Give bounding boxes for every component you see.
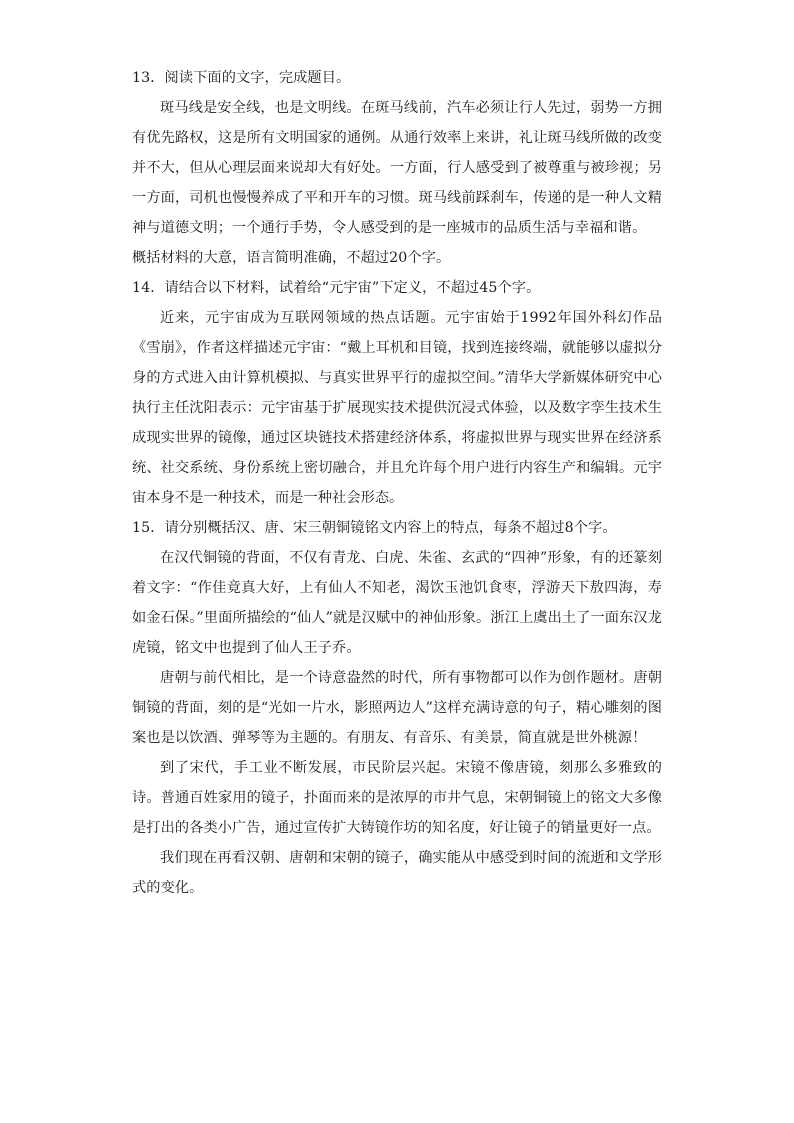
- question-15-title: 15．请分别概括汉、唐、宋三朝铜镜铭文内容上的特点，每条不超过8个字。: [132, 520, 617, 536]
- question-15-passage-tang: 唐朝与前代相比，是一个诗意盎然的时代，所有事物都可以作为创作题材。唐朝铜镜的背面，刻的是“光如一片水，影照两边人”这样充满诗意的句子，精心雕刻的图案也是以饮酒、弹琴等为主题的。有朋友、有音乐、有美景，简直就是世外桃源！: [132, 670, 662, 746]
- question-13-passage: 斑马线是安全线，也是文明线。在斑马线前，汽车必须让行人先过，弱势一方拥有优先路权，这是所有文明国家的通例。从通行效率上来讲，礼让斑马线所做的改变并不大，但从心理层面来说却大有好处。一方面，行人感受到了被尊重与被珍视；另一方面，司机也慢慢养成了平和开车的习惯。斑马线前踩刹车，传递的是一种人文精神与道德文明；一个通行手势，令人感受到的是一座城市的品质生活与幸福和谐。: [132, 100, 662, 236]
- question-14-title: 14．请结合以下材料，试着给“元宇宙”下定义，不超过45个字。: [132, 280, 541, 296]
- question-13-instruction: 概括材料的大意，语言简明准确，不超过20个字。: [132, 250, 451, 266]
- question-15-passage-conclusion: 我们现在再看汉朝、唐朝和宋朝的镜子，确实能从中感受到时间的流逝和文学形式的变化。: [132, 850, 662, 896]
- question-15-passage-han: 在汉代铜镜的背面，不仅有青龙、白虎、朱雀、玄武的“四神”形象，有的还篆刻着文字：“作佳竟真大好，上有仙人不知老，渴饮玉池饥食枣，浮游天下敖四海，寿如金石保。”里面所描绘的“仙人”就是汉赋中的神仙形象。浙江上虞出土了一面东汉龙虎镜，铭文中也提到了仙人王子乔。: [132, 550, 662, 656]
- question-13-title: 13．阅读下面的文字，完成题目。: [132, 70, 351, 86]
- document-page: [132, 63, 662, 903]
- question-15-passage-song: 到了宋代，手工业不断发展，市民阶层兴起。宋镜不像唐镜，刻那么多雅致的诗。普通百姓家用的镜子，扑面而来的是浓厚的市井气息，宋朝铜镜上的铭文大多像是打出的各类小广告，通过宣传扩大铸镜作坊的知名度，好让镜子的销量更好一点。: [132, 760, 662, 836]
- question-14-passage: 近来，元宇宙成为互联网领域的热点话题。元宇宙始于1992年国外科幻作品《雪崩》，作者这样描述元宇宙：“戴上耳机和目镜，找到连接终端，就能够以虚拟分身的方式进入由计算机模拟、与真实世界平行的虚拟空间。”清华大学新媒体研究中心执行主任沈阳表示：元宇宙基于扩展现实技术提供沉浸式体验，以及数字孪生技术生成现实世界的镜像，通过区块链技术搭建经济体系，将虚拟世界与现实世界在经济系统、社交系统、身份系统上密切融合，并且允许每个用户进行内容生产和编辑。元宇宙本身不是一种技术，而是一种社会形态。: [132, 310, 662, 506]
